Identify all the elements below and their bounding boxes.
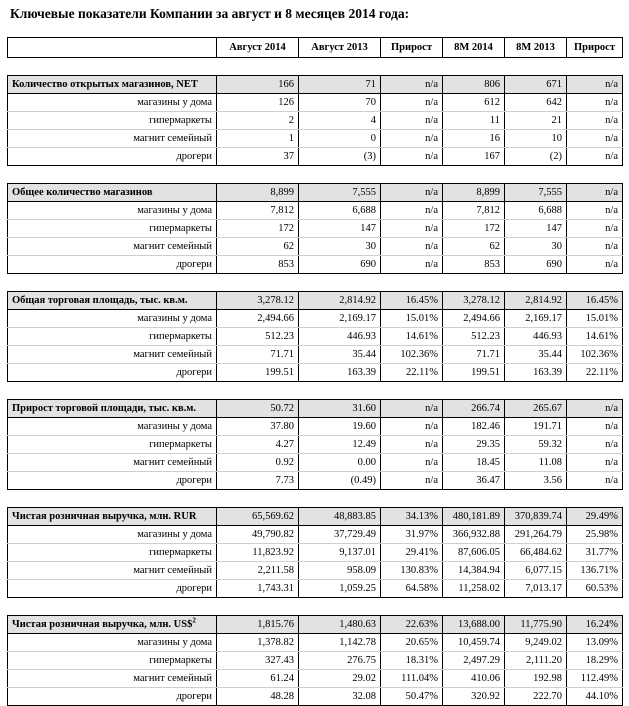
table-row [8, 418, 623, 436]
row-label: магазины у дома [8, 526, 217, 544]
cell-growth-month: 64.58% [381, 580, 443, 598]
column-header-growth-month: Прирост [381, 38, 443, 58]
section-header-row [8, 508, 623, 526]
cell-8m-2013: 3.56 [505, 472, 567, 490]
cell-8m-2014: 167 [443, 148, 505, 166]
row-label: магнит семейный [8, 130, 217, 148]
cell-aug-2013: 9,137.01 [299, 544, 381, 562]
cell-aug-2013: 147 [299, 220, 381, 238]
table-row [8, 562, 623, 580]
cell-aug-2014: 126 [217, 94, 299, 112]
cell-growth-month: 50.47% [381, 688, 443, 706]
cell-growth-month: 14.61% [381, 328, 443, 346]
cell-8m-2014: 612 [443, 94, 505, 112]
table-row [8, 148, 623, 166]
cell-8m-2013: 370,839.74 [505, 508, 567, 526]
section-header-row [8, 616, 623, 634]
cell-aug-2013: 690 [299, 256, 381, 274]
cell-aug-2013: (0.49) [299, 472, 381, 490]
cell-growth-month: n/a [381, 220, 443, 238]
cell-aug-2014: 65,569.62 [217, 508, 299, 526]
cell-growth-8m: n/a [567, 436, 623, 454]
cell-growth-month: n/a [381, 94, 443, 112]
table-row [8, 634, 623, 652]
section-title [8, 76, 217, 94]
column-header-aug-2014: Август 2014 [217, 38, 299, 58]
table-body [8, 58, 623, 706]
cell-growth-8m: 136.71% [567, 562, 623, 580]
cell-aug-2013: 29.02 [299, 670, 381, 688]
row-label: гипермаркеты [8, 112, 217, 130]
cell-growth-month: n/a [381, 436, 443, 454]
cell-growth-8m: 18.29% [567, 652, 623, 670]
cell-growth-month: n/a [381, 184, 443, 202]
table-row [8, 328, 623, 346]
table-row [8, 346, 623, 364]
section-spacer-cell [8, 274, 623, 292]
cell-8m-2013: 21 [505, 112, 567, 130]
cell-8m-2014: 36.47 [443, 472, 505, 490]
cell-aug-2013: 446.93 [299, 328, 381, 346]
cell-growth-8m: 25.98% [567, 526, 623, 544]
cell-growth-month: 20.65% [381, 634, 443, 652]
cell-8m-2013: 2,111.20 [505, 652, 567, 670]
cell-aug-2013: 1,480.63 [299, 616, 381, 634]
cell-aug-2014: 512.23 [217, 328, 299, 346]
cell-growth-8m: 60.53% [567, 580, 623, 598]
cell-growth-month: 22.63% [381, 616, 443, 634]
cell-8m-2014: 7,812 [443, 202, 505, 220]
cell-aug-2013: 958.09 [299, 562, 381, 580]
cell-aug-2014: 37.80 [217, 418, 299, 436]
cell-growth-8m: n/a [567, 202, 623, 220]
row-label: гипермаркеты [8, 544, 217, 562]
cell-8m-2014: 3,278.12 [443, 292, 505, 310]
cell-8m-2014: 806 [443, 76, 505, 94]
cell-8m-2013: 30 [505, 238, 567, 256]
cell-growth-8m: n/a [567, 220, 623, 238]
cell-growth-8m: 14.61% [567, 328, 623, 346]
table-row [8, 94, 623, 112]
section-header-row [8, 76, 623, 94]
cell-aug-2014: 11,823.92 [217, 544, 299, 562]
cell-growth-8m: 22.11% [567, 364, 623, 382]
cell-aug-2013: 2,169.17 [299, 310, 381, 328]
section-spacer [8, 274, 623, 292]
cell-8m-2013: 9,249.02 [505, 634, 567, 652]
cell-aug-2014: 166 [217, 76, 299, 94]
column-header-8m-2014: 8M 2014 [443, 38, 505, 58]
row-label: дрогери [8, 688, 217, 706]
cell-8m-2013: 265.67 [505, 400, 567, 418]
row-label: дрогери [8, 472, 217, 490]
cell-aug-2013: 12.49 [299, 436, 381, 454]
cell-growth-month: n/a [381, 112, 443, 130]
table-row [8, 202, 623, 220]
cell-growth-month: n/a [381, 256, 443, 274]
cell-8m-2014: 10,459.74 [443, 634, 505, 652]
section-title [8, 292, 217, 310]
row-label: дрогери [8, 256, 217, 274]
cell-growth-month: 18.31% [381, 652, 443, 670]
column-header-growth-8m: Прирост [567, 38, 623, 58]
table-row [8, 112, 623, 130]
cell-8m-2013: 66,484.62 [505, 544, 567, 562]
cell-aug-2014: 1,743.31 [217, 580, 299, 598]
cell-8m-2014: 62 [443, 238, 505, 256]
table-row [8, 688, 623, 706]
cell-8m-2013: 671 [505, 76, 567, 94]
row-label: магнит семейный [8, 562, 217, 580]
cell-aug-2014: 2 [217, 112, 299, 130]
section-spacer [8, 58, 623, 76]
cell-8m-2013: 10 [505, 130, 567, 148]
footnote-marker: 2 [192, 616, 196, 625]
cell-growth-month: 111.04% [381, 670, 443, 688]
column-header-8m-2013: 8M 2013 [505, 38, 567, 58]
cell-growth-8m: 16.24% [567, 616, 623, 634]
cell-aug-2014: 8,899 [217, 184, 299, 202]
table-row [8, 652, 623, 670]
cell-aug-2014: 2,494.66 [217, 310, 299, 328]
cell-8m-2013: 6,688 [505, 202, 567, 220]
cell-growth-month: 15.01% [381, 310, 443, 328]
cell-8m-2014: 182.46 [443, 418, 505, 436]
cell-aug-2014: 0.92 [217, 454, 299, 472]
cell-aug-2014: 3,278.12 [217, 292, 299, 310]
row-label: магнит семейный [8, 238, 217, 256]
table-row [8, 472, 623, 490]
section-header-row [8, 292, 623, 310]
cell-8m-2013: 446.93 [505, 328, 567, 346]
cell-8m-2014: 199.51 [443, 364, 505, 382]
table-row [8, 220, 623, 238]
cell-aug-2014: 62 [217, 238, 299, 256]
cell-8m-2014: 16 [443, 130, 505, 148]
table-row [8, 580, 623, 598]
table-row [8, 454, 623, 472]
cell-8m-2013: 222.70 [505, 688, 567, 706]
row-label: гипермаркеты [8, 328, 217, 346]
section-title [8, 616, 217, 634]
cell-growth-8m: 102.36% [567, 346, 623, 364]
cell-8m-2014: 266.74 [443, 400, 505, 418]
row-label: магазины у дома [8, 94, 217, 112]
cell-8m-2013: 191.71 [505, 418, 567, 436]
table-row [8, 238, 623, 256]
cell-growth-month: n/a [381, 238, 443, 256]
cell-8m-2013: 690 [505, 256, 567, 274]
cell-growth-8m: n/a [567, 418, 623, 436]
section-spacer-cell [8, 598, 623, 616]
section-title-text: Количество открытых магазинов, NET [12, 79, 198, 90]
row-label: магнит семейный [8, 670, 217, 688]
cell-8m-2013: 11,775.90 [505, 616, 567, 634]
row-label: дрогери [8, 580, 217, 598]
cell-8m-2014: 8,899 [443, 184, 505, 202]
cell-aug-2014: 49,790.82 [217, 526, 299, 544]
cell-aug-2014: 1,815.76 [217, 616, 299, 634]
cell-8m-2013: 2,169.17 [505, 310, 567, 328]
cell-8m-2013: 291,264.79 [505, 526, 567, 544]
cell-aug-2013: (3) [299, 148, 381, 166]
table-row [8, 544, 623, 562]
section-spacer [8, 490, 623, 508]
cell-8m-2014: 320.92 [443, 688, 505, 706]
cell-growth-month: n/a [381, 418, 443, 436]
cell-growth-8m: n/a [567, 76, 623, 94]
cell-growth-month: n/a [381, 76, 443, 94]
cell-8m-2014: 87,606.05 [443, 544, 505, 562]
cell-growth-month: n/a [381, 454, 443, 472]
cell-aug-2013: 70 [299, 94, 381, 112]
cell-growth-month: 130.83% [381, 562, 443, 580]
cell-aug-2014: 4.27 [217, 436, 299, 454]
section-title-text: Общее количество магазинов [12, 187, 153, 198]
cell-growth-8m: 15.01% [567, 310, 623, 328]
column-header-blank [8, 38, 217, 58]
cell-aug-2013: 1,059.25 [299, 580, 381, 598]
cell-growth-month: n/a [381, 202, 443, 220]
cell-aug-2013: 276.75 [299, 652, 381, 670]
section-title [8, 184, 217, 202]
page-title: Ключевые показатели Компании за август и 8 месяцев 2014 года: [10, 6, 410, 21]
cell-aug-2013: 37,729.49 [299, 526, 381, 544]
cell-8m-2014: 29.35 [443, 436, 505, 454]
cell-aug-2014: 7.73 [217, 472, 299, 490]
cell-8m-2014: 410.06 [443, 670, 505, 688]
table-row [8, 526, 623, 544]
cell-8m-2013: 192.98 [505, 670, 567, 688]
cell-aug-2014: 7,812 [217, 202, 299, 220]
cell-8m-2014: 172 [443, 220, 505, 238]
cell-aug-2014: 61.24 [217, 670, 299, 688]
cell-growth-8m: n/a [567, 184, 623, 202]
cell-aug-2014: 327.43 [217, 652, 299, 670]
cell-growth-month: n/a [381, 148, 443, 166]
cell-growth-month: n/a [381, 472, 443, 490]
cell-growth-8m: n/a [567, 454, 623, 472]
section-title [8, 400, 217, 418]
section-spacer-cell [8, 490, 623, 508]
cell-aug-2014: 1 [217, 130, 299, 148]
cell-aug-2013: 35.44 [299, 346, 381, 364]
cell-aug-2014: 853 [217, 256, 299, 274]
table-row [8, 130, 623, 148]
cell-8m-2014: 11,258.02 [443, 580, 505, 598]
kpi-table [7, 37, 623, 706]
cell-aug-2014: 172 [217, 220, 299, 238]
section-title-text: Прирост торговой площади, тыс. кв.м. [12, 403, 197, 414]
cell-8m-2014: 853 [443, 256, 505, 274]
cell-growth-month: 102.36% [381, 346, 443, 364]
cell-8m-2014: 11 [443, 112, 505, 130]
cell-growth-month: n/a [381, 400, 443, 418]
cell-aug-2013: 71 [299, 76, 381, 94]
cell-8m-2013: 11.08 [505, 454, 567, 472]
cell-growth-8m: n/a [567, 400, 623, 418]
cell-aug-2013: 32.08 [299, 688, 381, 706]
cell-aug-2014: 48.28 [217, 688, 299, 706]
section-spacer [8, 382, 623, 400]
cell-8m-2013: 6,077.15 [505, 562, 567, 580]
row-label: дрогери [8, 364, 217, 382]
cell-growth-8m: n/a [567, 130, 623, 148]
cell-aug-2013: 2,814.92 [299, 292, 381, 310]
table-row [8, 364, 623, 382]
row-label: магнит семейный [8, 454, 217, 472]
cell-aug-2014: 37 [217, 148, 299, 166]
cell-aug-2013: 4 [299, 112, 381, 130]
section-header-row [8, 400, 623, 418]
cell-growth-month: 34.13% [381, 508, 443, 526]
cell-growth-month: n/a [381, 130, 443, 148]
row-label: магазины у дома [8, 418, 217, 436]
cell-8m-2014: 18.45 [443, 454, 505, 472]
section-spacer-cell [8, 166, 623, 184]
cell-8m-2014: 14,384.94 [443, 562, 505, 580]
cell-growth-8m: 44.10% [567, 688, 623, 706]
table-row [8, 310, 623, 328]
cell-8m-2014: 366,932.88 [443, 526, 505, 544]
cell-growth-8m: n/a [567, 94, 623, 112]
cell-8m-2013: 642 [505, 94, 567, 112]
cell-8m-2013: 59.32 [505, 436, 567, 454]
cell-8m-2013: 147 [505, 220, 567, 238]
cell-aug-2014: 50.72 [217, 400, 299, 418]
section-title-text: Чистая розничная выручка, млн. US$ [12, 619, 193, 630]
section-spacer-cell [8, 58, 623, 76]
cell-aug-2014: 2,211.58 [217, 562, 299, 580]
section-spacer [8, 166, 623, 184]
cell-growth-month: 29.41% [381, 544, 443, 562]
section-spacer-cell [8, 382, 623, 400]
column-header-row [8, 38, 623, 58]
cell-8m-2013: 35.44 [505, 346, 567, 364]
cell-aug-2013: 1,142.78 [299, 634, 381, 652]
cell-aug-2013: 6,688 [299, 202, 381, 220]
cell-growth-month: 22.11% [381, 364, 443, 382]
cell-aug-2013: 48,883.85 [299, 508, 381, 526]
row-label: гипермаркеты [8, 652, 217, 670]
cell-growth-month: 31.97% [381, 526, 443, 544]
cell-growth-month: 16.45% [381, 292, 443, 310]
cell-aug-2014: 1,378.82 [217, 634, 299, 652]
section-spacer [8, 598, 623, 616]
cell-aug-2013: 0.00 [299, 454, 381, 472]
row-label: гипермаркеты [8, 220, 217, 238]
cell-aug-2014: 199.51 [217, 364, 299, 382]
row-label: магазины у дома [8, 310, 217, 328]
cell-aug-2013: 7,555 [299, 184, 381, 202]
row-label: магазины у дома [8, 634, 217, 652]
cell-8m-2014: 2,494.66 [443, 310, 505, 328]
section-title [8, 508, 217, 526]
cell-8m-2013: 163.39 [505, 364, 567, 382]
cell-growth-8m: n/a [567, 148, 623, 166]
cell-aug-2013: 0 [299, 130, 381, 148]
section-header-row [8, 184, 623, 202]
cell-8m-2013: 7,013.17 [505, 580, 567, 598]
cell-growth-8m: 31.77% [567, 544, 623, 562]
cell-8m-2014: 71.71 [443, 346, 505, 364]
table-row [8, 670, 623, 688]
cell-aug-2013: 19.60 [299, 418, 381, 436]
cell-8m-2014: 480,181.89 [443, 508, 505, 526]
cell-growth-8m: 112.49% [567, 670, 623, 688]
cell-aug-2013: 30 [299, 238, 381, 256]
cell-growth-8m: n/a [567, 256, 623, 274]
table-row [8, 256, 623, 274]
cell-8m-2014: 512.23 [443, 328, 505, 346]
cell-8m-2014: 13,688.00 [443, 616, 505, 634]
section-title-text: Общая торговая площадь, тыс. кв.м. [12, 295, 188, 306]
cell-growth-8m: 16.45% [567, 292, 623, 310]
cell-aug-2013: 163.39 [299, 364, 381, 382]
row-label: гипермаркеты [8, 436, 217, 454]
cell-8m-2013: 7,555 [505, 184, 567, 202]
cell-growth-8m: n/a [567, 112, 623, 130]
row-label: магазины у дома [8, 202, 217, 220]
cell-8m-2013: (2) [505, 148, 567, 166]
cell-growth-8m: n/a [567, 238, 623, 256]
cell-8m-2014: 2,497.29 [443, 652, 505, 670]
cell-aug-2014: 71.71 [217, 346, 299, 364]
cell-growth-8m: n/a [567, 472, 623, 490]
row-label: дрогери [8, 148, 217, 166]
cell-aug-2013: 31.60 [299, 400, 381, 418]
cell-growth-8m: 13.09% [567, 634, 623, 652]
section-title-text: Чистая розничная выручка, млн. RUR [12, 511, 197, 522]
cell-8m-2013: 2,814.92 [505, 292, 567, 310]
row-label: магнит семейный [8, 346, 217, 364]
cell-growth-8m: 29.49% [567, 508, 623, 526]
table-row [8, 436, 623, 454]
column-header-aug-2013: Август 2013 [299, 38, 381, 58]
